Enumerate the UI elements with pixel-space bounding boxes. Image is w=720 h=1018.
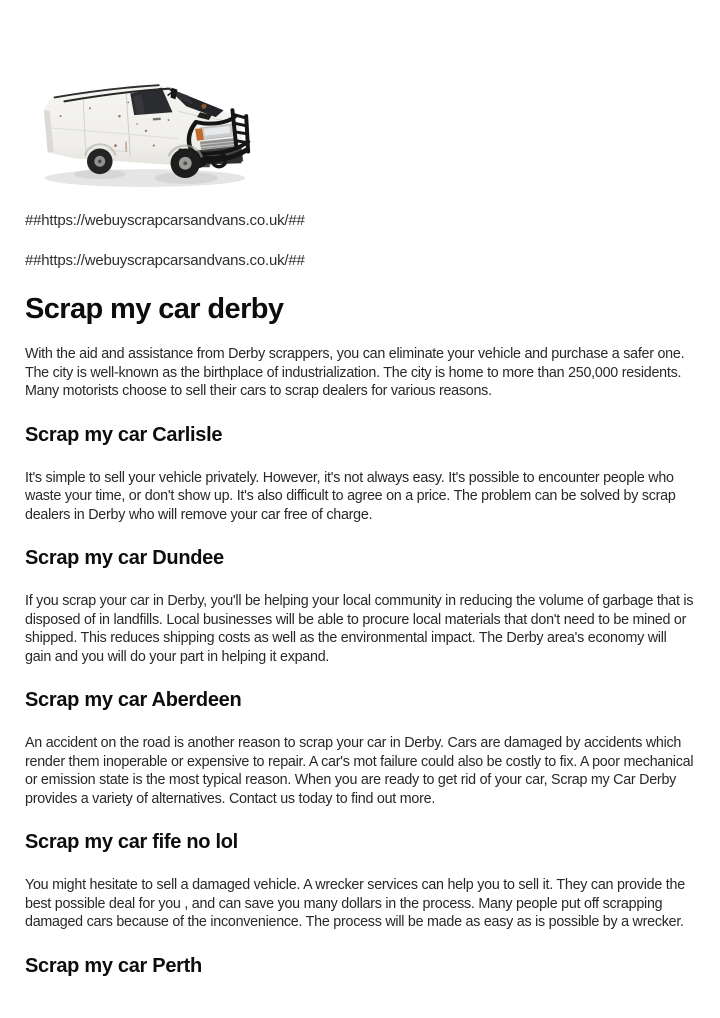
- source-url-line-1: ##https://webuyscrapcarsandvans.co.uk/##: [25, 212, 305, 229]
- source-url-line-2: ##https://webuyscrapcarsandvans.co.uk/##: [25, 252, 305, 269]
- intro-paragraph: With the aid and assistance from Derby scrappers, you can eliminate your vehicle and purchase a safer one. The city is well-known as the birthplace of industrialization. The city is home to more than 250,000 residents. Many motorists choose to sell their cars to scrap dealers for various reasons.: [25, 346, 685, 399]
- section-paragraph-dundee: If you scrap your car in Derby, you'll be helping your local community in reducing the volume of garbage that is disposed of in landfills. Local businesses will be able to procure local materials that don't need to be mined or shipped. This reduces shipping costs as well as the environmental impact. The Derby area's economy will gain and you will do your part in helping it expand.: [25, 593, 694, 665]
- section-paragraph-aberdeen: An accident on the road is another reason to scrap your car in Derby. Cars are damaged by accidents which render them inoperable or expensive to repair. A car's mot failure could also be costly to fix. A poor mechanical or emission state is the most typical reason. When you are ready to get rid of your car, Scrap my Car Derby provides a variety of alternatives. Contact us today to find out more.: [25, 735, 694, 807]
- section-heading-aberdeen: Scrap my car Aberdeen: [25, 689, 242, 711]
- section-paragraph-fife: You might hesitate to sell a damaged vehicle. A wrecker services can help you to sell it. They can provide the best possible deal for you , and can save you many dollars in the process. Many people put off scrapping damaged cars because of the inconvenience. The process will be made as easy as is possible by a wrecker.: [25, 877, 685, 930]
- van-shadow: [45, 169, 245, 187]
- page-title: Scrap my car derby: [25, 293, 284, 325]
- section-heading-carlisle: Scrap my car Carlisle: [25, 423, 223, 446]
- section-heading-dundee: Scrap my car Dundee: [25, 547, 224, 569]
- van-door-handle: [153, 118, 161, 121]
- scrap-van-image: [31, 57, 257, 190]
- section-heading-fife: Scrap my car fife no lol: [25, 831, 238, 853]
- section-heading-perth: Scrap my car Perth: [25, 954, 202, 977]
- van-illustration: [31, 57, 257, 190]
- section-paragraph-carlisle: It's simple to sell your vehicle privately. However, it's not always easy. It's possible to encounter people who waste your time, or don't show up. It's also difficult to agree on a price. The problem can be solved by scrap dealers in Derby who will remove your car free of charge.: [25, 469, 676, 523]
